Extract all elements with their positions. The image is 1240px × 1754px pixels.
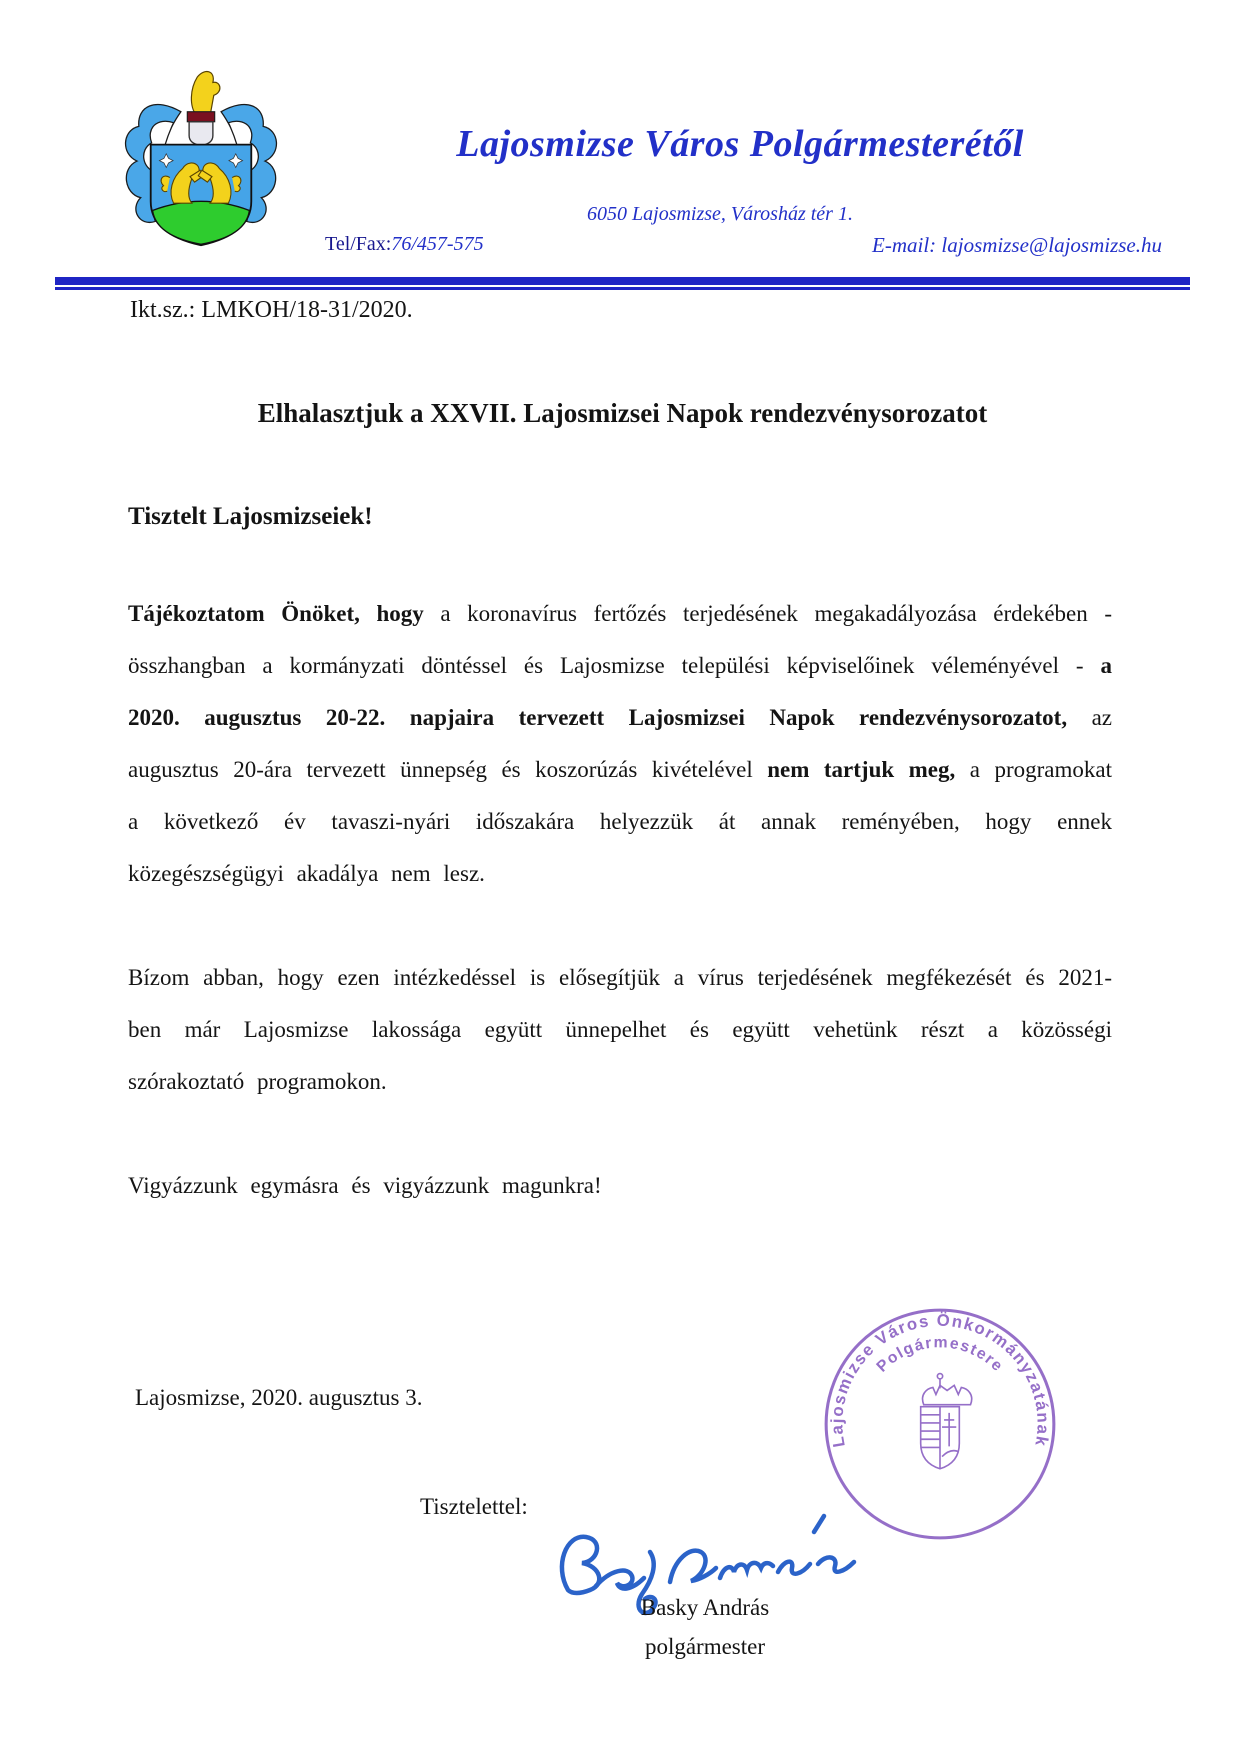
header-divider: [55, 277, 1190, 290]
p1-bold-3: nem tartjuk meg,: [767, 757, 970, 782]
date-line: Lajosmizse, 2020. augusztus 3.: [135, 1385, 423, 1410]
org-address: 6050 Lajosmizse, Városház tér 1.: [587, 203, 853, 225]
p1-bold-2: a 2020. augusztus 20-22. napjaira tervezett Lajosmizsei Napok rendezvénysorozatot,: [128, 653, 1112, 730]
paragraph-1: [128, 588, 1112, 900]
stamp-inner-text: Polgármestere: [873, 1334, 1007, 1376]
stamp-outer-text: Lajosmizse Város Önkormányzatának: [827, 1310, 1053, 1449]
divider-thin-line: [55, 287, 1190, 290]
email-line: E-mail: lajosmizse@lajosmizse.hu: [872, 233, 1162, 257]
letter-body: [128, 588, 1112, 1212]
salutation: Tisztelt Lajosmizseiek!: [128, 503, 373, 530]
org-title: Lajosmizse Város Polgármesterétől: [456, 123, 1024, 165]
paragraph-3: Vigyázzunk egymásra és vigyázzunk magunkra!: [128, 1173, 602, 1198]
p1-regular-3: a programokat a következő év tavaszi-nyári időszakára helyezzük át annak reményében, hogy ennek közegészségügyi akadálya nem lesz.: [128, 757, 1112, 886]
telfax-line: [325, 233, 484, 256]
p1-bold-1: Tájékoztatom Önöket, hogy: [128, 601, 441, 626]
closing-salutation: Tisztelettel:: [420, 1494, 528, 1519]
signer-name: Basky András: [640, 1595, 770, 1620]
paragraph-2: Bízom abban, hogy ezen intézkedéssel is elősegítjük a vírus terjedésének megfékezését és 2021-ben már Lajosmizse lakossága együtt ünnepelhet és együtt vehetünk részt a közösségi szórakoztató programokon.: [128, 965, 1112, 1094]
divider-thick-line: [55, 277, 1190, 285]
document-title: Elhalasztjuk a XXVII. Lajosmizsei Napok rendezvénysorozatot: [257, 398, 988, 428]
signer-title: polgármester: [644, 1634, 766, 1659]
telfax-label: Tel/Fax:: [325, 233, 392, 255]
p1-regular-2: az augusztus 20-ára tervezett ünnepség és koszorúzás kivételével: [128, 705, 1112, 782]
stamp-center-coat-of-arms-icon: [921, 1374, 972, 1469]
p1-regular-1: a koronavírus fertőzés terjedésének megakadályozása érdekében - összhangban a kormányzati döntéssel és Lajosmizse települési képviselőinek véleményével -: [128, 601, 1113, 678]
reference-number: Ikt.sz.: LMKOH/18-31/2020.: [130, 297, 413, 323]
telfax-value: 76/457-575: [391, 233, 484, 255]
